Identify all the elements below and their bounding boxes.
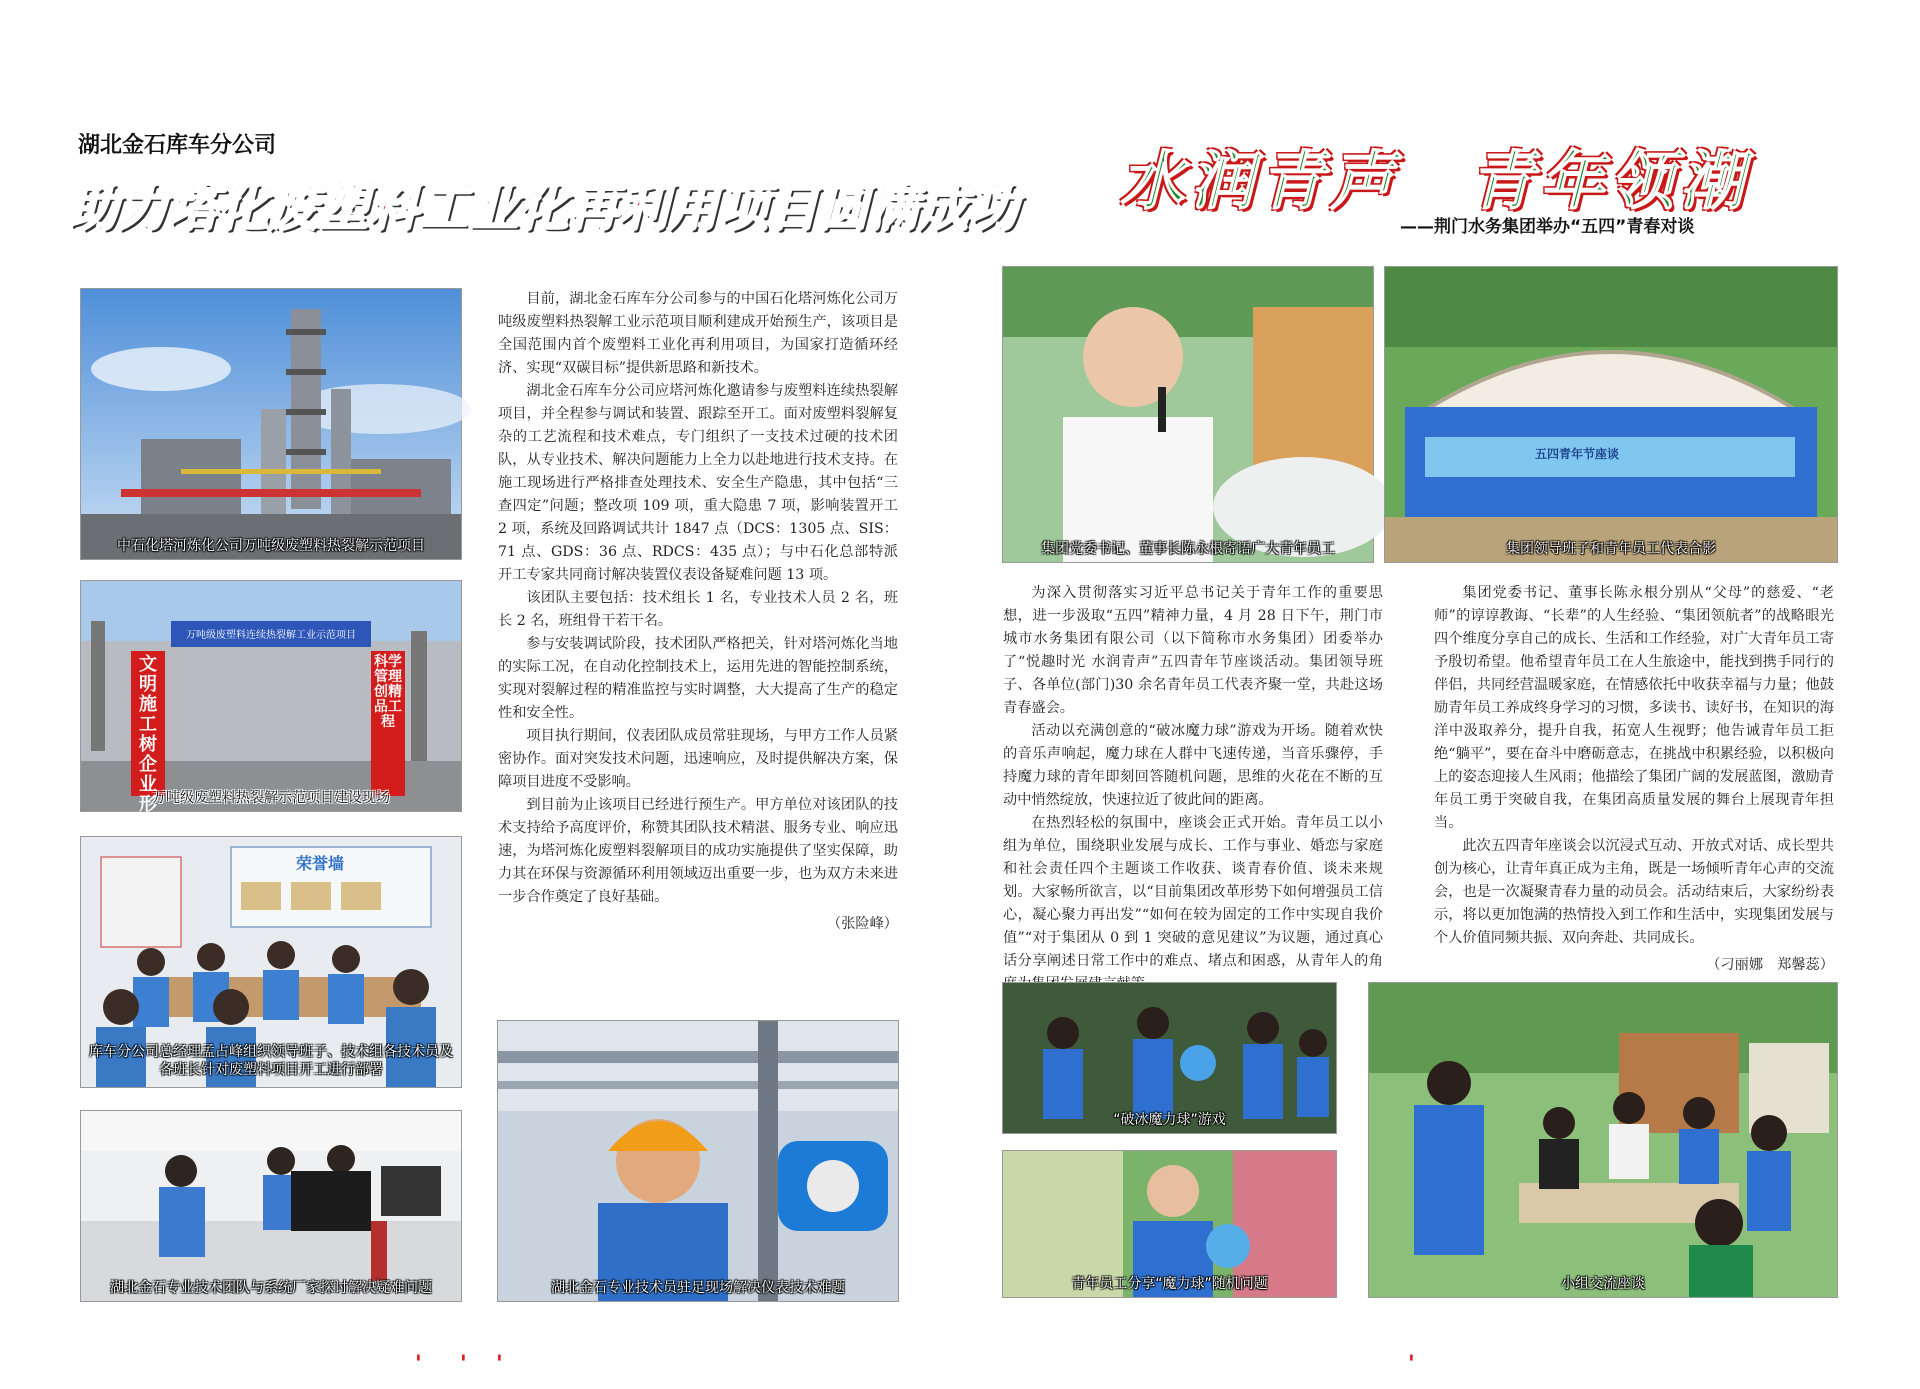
left-article-body	[498, 288, 898, 936]
right-article-title: 水润青声 青年领潮	[1120, 144, 1750, 219]
technician-scene	[498, 1021, 898, 1301]
photo-caption: 库车分公司总经理孟占峰组织领导班子、技术组各技术员及各班长针对废塑料项目开工进行部署	[89, 1044, 453, 1078]
photo-youth-sharing	[1002, 1150, 1337, 1298]
photo-caption: 集团领导班子和青年员工代表合影	[1506, 541, 1716, 557]
left-article-title: 助力塔化废塑料工业化再利用项目圆满成功	[68, 179, 1018, 237]
photo-caption: 湖北金石专业技术团队与系统厂家探讨解决疑难问题	[110, 1280, 432, 1296]
discussion-scene	[1369, 983, 1837, 1297]
right-article-subtitle: ——荆门水务集团举办“五四”青春对谈	[1400, 217, 1695, 237]
right-paragraph: 集团党委书记、董事长陈永根分别从“父母”的慈爱、“老师”的谆谆教诲、“长辈”的人生经验、“集团领航者”的战略眼光四个维度分享自己的成长、生活和工作经验，对广大青年员工寄予殷切希望。他希望青年员工在人生旅途中，能找到携手同行的伴侣，共同经营温暖家庭，在情感依托中收获幸福与力量；他鼓励青年员工养成终身学习的习惯，多读书、读好书，在知识的海洋中汲取养分，提升自我，拓宽人生视野；他告诫青年员工拒绝“躺平”，要在奋斗中磨砺意志，在挑战中积累经验，以积极向上的姿态迎接人生风雨；他描绘了集团广阔的发展蓝图，激励青年员工勇于突破自我，在集团高质量发展的舞台上展现青年担当。	[1434, 585, 1834, 831]
left-paragraph: 湖北金石库车分公司应塔河炼化邀请参与废塑料连续热裂解项目，并全程参与调试和装置、跟踪至开工。面对废塑料裂解复杂的工艺流程和技术难点，专门组织了一支技术过硬的技术团队，从专业技术、解决问题能力上全力以赴地进行技术支持。在施工现场进行严格排查处理技术、安全生产隐患，其中包括“三查四定”问题；整改项 109 项，重大隐患 7 项，影响装置开工 2 项，系统及回路调试共计 1847 点（DCS：1305 点、SIS：71 点、GDS：36 点、RDCS：435 点）；与中石化总部特派开工专家共同商讨解决装置仪表设备疑难问题 13 项。	[498, 383, 898, 583]
refinery-scene	[81, 289, 461, 559]
page-mark: '	[460, 1352, 467, 1377]
right-article-col1	[1003, 582, 1383, 996]
left-company-name: 湖北金石库车分公司	[78, 133, 277, 158]
photo-caption: 集团党委书记、董事长陈永根寄语广大青年员工	[1041, 541, 1335, 557]
right-paragraph: 活动以充满创意的“破冰魔力球”游戏为开场。随着欢快的音乐声响起，魔力球在人群中飞速传递，当音乐骤停，手持魔力球的青年即刻回答随机问题，思维的火花在不断的互动中悄然绽放，快速拉近了彼此间的距离。	[1003, 723, 1383, 808]
photo-meeting-room	[80, 836, 462, 1088]
honor-wall-label: 荣誉墙	[296, 854, 345, 873]
photo-caption: “破冰魔力球”游戏	[1113, 1112, 1226, 1128]
right-author: （刁丽娜 郑馨蕊）	[1706, 957, 1834, 973]
computer-scene	[81, 1111, 461, 1301]
photo-icebreaker-game	[1002, 982, 1337, 1134]
page-mark: '	[415, 1352, 422, 1377]
group-banner-text: 五四青年节座谈	[1535, 447, 1620, 461]
speaker-scene	[1003, 267, 1373, 562]
photo-caption: 湖北金石专业技术员驻足现场解决仪表技术难题	[551, 1280, 845, 1296]
sign-right: 科学管理创精品工程	[374, 654, 402, 730]
photo-caption: 中石化塔河炼化公司万吨级废塑料热裂解示范项目	[117, 538, 425, 554]
photo-tech-discussion	[80, 1110, 462, 1302]
photo-group-discussion	[1368, 982, 1838, 1298]
photo-instrument-technician	[497, 1020, 899, 1302]
right-paragraph: 为深入贯彻落实习近平总书记关于青年工作的重要思想，进一步汲取“五四”精神力量，4 月 28 日下午，荆门市城市水务集团有限公司（以下简称市水务集团）团委举办了“悦趣时光 水润青声”五四青年节座谈活动。集团领导班子、各单位(部门)30 余名青年员工代表齐聚一堂，共赴这场青春盛会。	[1003, 585, 1383, 716]
left-paragraph: 到目前为止该项目已经进行预生产。甲方单位对该团队的技术支持给予高度评价，称赞其团队技术精湛、服务专业、响应迅速，为塔河炼化废塑料裂解项目的成功实施提供了坚实保障，助力其在环保与资源循环利用领域迈出重要一步，也为双方未来进一步合作奠定了良好基础。	[498, 797, 898, 905]
group-scene	[1385, 267, 1837, 562]
photo-chairman-speaking	[1002, 266, 1374, 563]
right-paragraph: 在热烈轻松的氛围中，座谈会正式开始。青年员工以小组为单位，围绕职业发展与成长、工作与事业、婚恋与家庭和社会责任四个主题谈工作收获、谈青春价值、谈未来规划。大家畅所欲言，以“目前集团改革形势下如何增强员工信心，凝心聚力再出发”“如何在较为固定的工作中实现自我价值”“对于集团从 0 到 1 突破的意见建议”为议题，通过真心话分享阐述日常工作中的难点、堵点和困惑，从青年人的角	[1003, 815, 1383, 969]
photo-group	[1384, 266, 1838, 563]
photo-refinery-tower	[80, 288, 462, 560]
photo-caption: 青年员工分享“魔力球”随机问题	[1071, 1276, 1268, 1292]
left-paragraph: 该团队主要包括：技术组长 1 名，专业技术人员 2 名，班长 2 名，班组骨干若干名。	[498, 590, 898, 629]
left-paragraph: 项目执行期间，仪表团队成员常驻现场，与甲方工作人员紧密协作。面对突发技术问题，迅速响应，及时提供解决方案，保障项目进度不受影响。	[498, 728, 898, 790]
left-paragraph: 参与安装调试阶段，技术团队严格把关，针对塔河炼化当地的实际工况，在自动化控制技术上，运用先进的智能控制系统，实现对裂解过程的精准监控与实时调整，大大提高了生产的稳定性和安全性。	[498, 636, 898, 721]
left-author: （张险峰）	[827, 916, 898, 932]
page-mark: '	[496, 1352, 503, 1377]
photo-caption: 万吨级废塑料热裂解示范项目建设现场	[152, 790, 390, 806]
page-mark: '	[1408, 1352, 1415, 1377]
banner-text: 万吨级废塑料连续热裂解工业示范项目	[186, 630, 356, 641]
right-article-col2	[1434, 582, 1834, 977]
photo-caption: 小组交流座谈	[1561, 1276, 1645, 1292]
sign-left: 文明施工树企业形象	[139, 654, 157, 835]
right-paragraph: 此次五四青年座谈会以沉浸式互动、开放式对话、成长型共创为核心，让青年真正成为主角，既是一场倾听青年心声的交流会，也是一次凝聚青春力量的动员会。活动结束后，大家纷纷表示，将以更加饱满的热情投入到工作和生活中，实现集团发展与个人价值同频共振、双向奔赴、共同成长。	[1434, 838, 1834, 946]
photo-construction-site	[80, 580, 462, 835]
left-paragraph: 目前，湖北金石库车分公司参与的中国石化塔河炼化公司万吨级废塑料热裂解工业示范项目顺利建成开始预生产，该项目是全国范围内首个废塑料工业化再利用项目，为国家打造循环经济、实现“双碳目标”提供新思路和新技术。	[498, 291, 898, 376]
